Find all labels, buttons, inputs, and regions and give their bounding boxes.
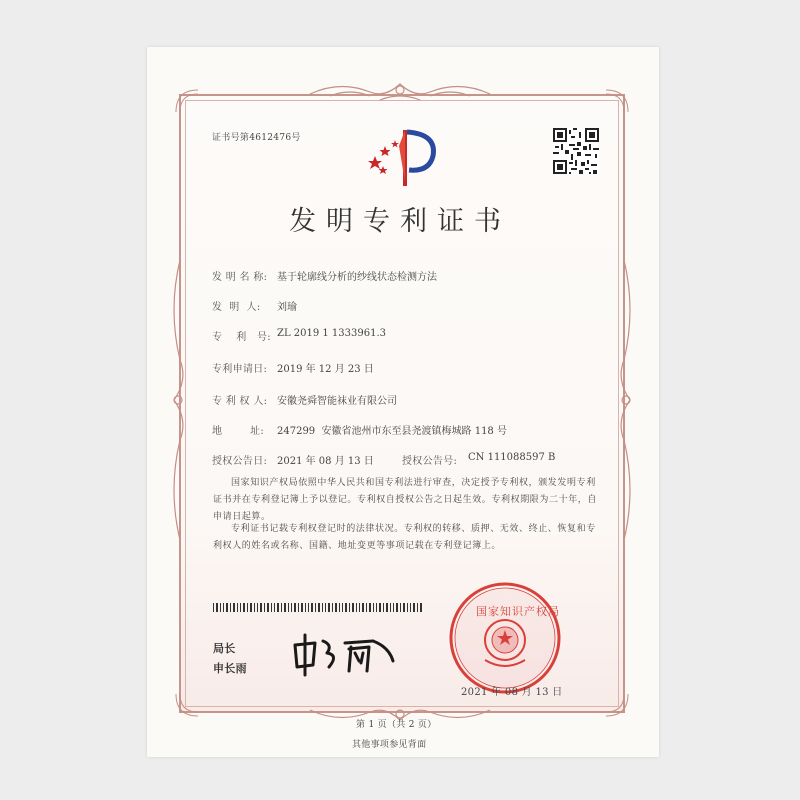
qr-code <box>553 128 599 174</box>
grant-date-label: 授权公告日: <box>212 456 268 467</box>
official-seal <box>447 580 563 696</box>
field-value-inventor: 刘瑜 <box>277 302 297 313</box>
certificate-number: 证书号第4612476号 <box>212 133 301 143</box>
grant-number-label: 授权公告号: <box>402 456 458 467</box>
corner-ornament-br <box>602 690 632 720</box>
corner-ornament-tl <box>172 86 202 116</box>
right-ornament <box>612 250 638 550</box>
field-label-address: 地 址: <box>212 426 265 437</box>
field-value-patent-number: ZL 2019 1 1333961.3 <box>277 328 387 339</box>
barcode <box>213 603 423 612</box>
page-number: 第 1 页（共 2 页） <box>356 720 437 730</box>
certificate-title: 发明专利证书 <box>289 206 511 237</box>
field-label-invention-name: 发 明 名 称: <box>212 272 268 283</box>
grant-date-value: 2021 年 08 月 13 日 <box>277 456 374 467</box>
top-ornament <box>300 78 500 104</box>
seal-text: 国家知识产权局 <box>476 605 560 618</box>
corner-ornament-bl <box>172 690 202 720</box>
patent-office-logo <box>363 126 439 188</box>
field-label-patent-number: 专 利 号: <box>212 332 271 343</box>
certificate-statement-2: 专利证书记载专利权登记时的法律状况。专利权的转移、质押、无效、终止、恢复和专利权人的姓名或名称、国籍、地址变更等事项记载在专利登记簿上。 <box>213 524 596 551</box>
director-title: 局长 <box>213 642 236 655</box>
footer-note: 其他事项参见背面 <box>352 740 427 750</box>
grant-number-value: CN 111088597 B <box>468 452 556 463</box>
field-label-filing-date: 专利申请日: <box>212 364 268 375</box>
field-value-address: 247299 安徽省池州市东至县尧渡镇梅城路 118 号 <box>277 426 507 437</box>
corner-ornament-tr <box>602 86 632 116</box>
director-signature <box>289 631 405 677</box>
field-label-inventor: 发 明 人: <box>212 302 261 313</box>
director-name: 申长雨 <box>213 662 247 675</box>
field-value-filing-date: 2019 年 12 月 23 日 <box>277 364 374 375</box>
left-ornament <box>166 250 192 550</box>
field-label-patentee: 专 利 权 人: <box>212 396 268 407</box>
field-value-patentee: 安徽尧舜智能袜业有限公司 <box>277 396 397 407</box>
seal-date: 2021 年 08 月 13 日 <box>461 687 563 698</box>
certificate-statement-1: 国家知识产权局依照中华人民共和国专利法进行审查，决定授予专利权，颁发发明专利证书并在专利登记簿上予以登记。专利权自授权公告之日起生效。专利权期限为二十年，自申请日起算。 <box>213 478 598 522</box>
field-value-invention-name: 基于轮廓线分析的纱线状态检测方法 <box>277 272 437 283</box>
